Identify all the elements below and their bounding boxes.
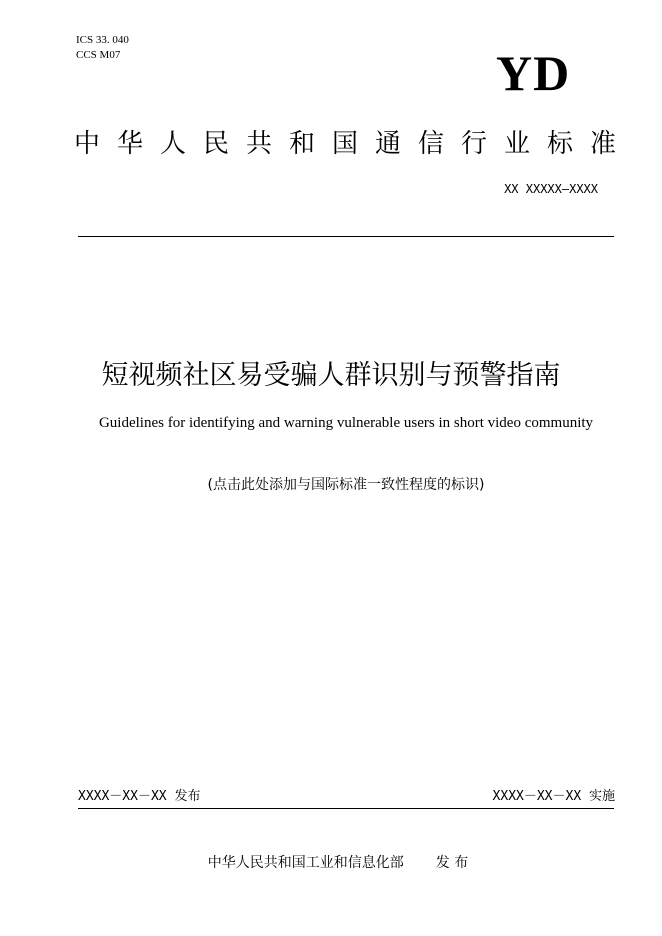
document-title-cn: 短视频社区易受骗人群识别与预警指南 <box>101 360 561 391</box>
bottom-divider <box>78 808 614 809</box>
top-divider <box>78 236 614 237</box>
document-title-en: Guidelines for identifying and warning vulnerable users in short video community <box>98 415 594 431</box>
issuer-name: 中华人民共和国工业和信息化部 <box>207 855 404 871</box>
ccs-code: CCS M07 <box>76 49 121 61</box>
implement-date: XXXX－XX－XX 实施 <box>492 789 615 804</box>
consistency-note[interactable]: (点击此处添加与国际标准一致性程度的标识) <box>207 477 485 493</box>
industry-standard-title: 中华人民共和国通信行业标准 <box>74 129 634 159</box>
standard-logo: YD <box>496 45 571 101</box>
ics-code: ICS 33. 040 <box>76 34 129 46</box>
issuer-line <box>0 854 662 872</box>
issue-word: 发 布 <box>435 855 469 871</box>
standard-number: XX XXXXX—XXXX <box>504 182 598 196</box>
publish-date: XXXX－XX－XX 发布 <box>78 789 201 804</box>
